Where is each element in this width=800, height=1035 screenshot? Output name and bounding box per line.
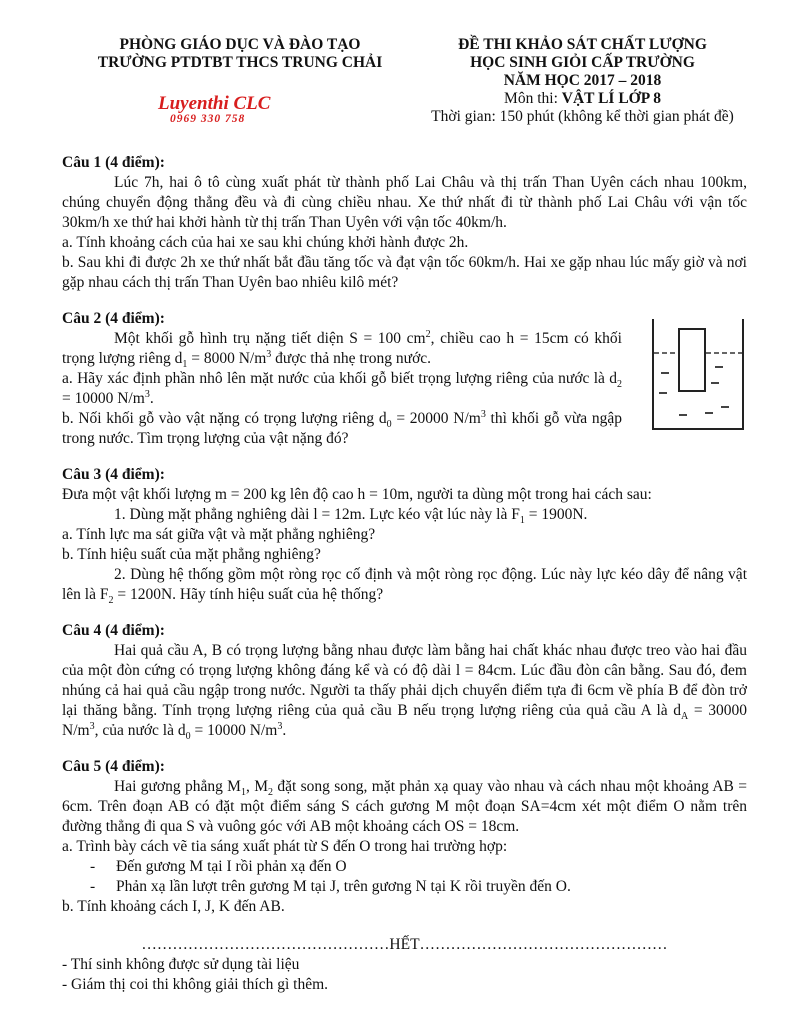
question-4	[62, 621, 747, 741]
brand-name: Luyenthi CLC	[158, 93, 271, 114]
school-header	[70, 36, 410, 72]
beaker-diagram	[649, 317, 749, 435]
question-title: Câu 2 (4 điểm):	[62, 310, 165, 327]
footer-note: - Giám thị coi thi không giải thích gì thêm.	[62, 976, 329, 993]
exam-content	[62, 153, 747, 995]
wooden-block	[679, 329, 705, 391]
school-name: TRƯỜNG PTDTBT THCS TRUNG CHẢI	[97, 54, 383, 71]
question-part-b: b. Sau khi đi được 2h xe thứ nhất bắt đầu tăng tốc và đạt vận tốc 60km/h. Hai xe gặp nhau lúc mấy giờ và nơi gặp nhau cách thị trấn Than Uyên bao nhiêu kilô mét?	[62, 254, 747, 291]
method-2: 2. Dùng hệ thống gồm một ròng rọc cố định và một ròng rọc động. Lúc này lực kéo dây để nâng vật lên là $F_2 = 1200N$. Hãy tính hiệu suất của hệ thống?	[62, 566, 747, 607]
department-name: PHÒNG GIÁO DỤC VÀ ĐÀO TẠO	[119, 36, 361, 53]
question-text: Một khối gỗ hình trụ nặng tiết diện S = 100 $cm^2$, chiều cao h = 15cm có khối trọng lượng riêng $d_1 = 8000$ $N/m^3$ được thả nhẹ trong nước.	[62, 328, 622, 371]
question-title: Câu 1 (4 điểm):	[62, 154, 165, 171]
question-part-a: a. Tính khoảng cách của hai xe sau khi chúng khởi hành được 2h.	[62, 234, 469, 251]
question-text: Lúc 7h, hai ô tô cùng xuất phát từ thành phố Lai Châu và thị trấn Than Uyên cách nhau 100km, chúng chuyển động thẳng đều và đi cùng chiều nhau. Xe thứ nhất đi từ thành phố Lai Châu với vận tốc 30km/h xe thứ hai khởi hành từ thị trấn Than Uyên với vận tốc 40km/h.	[62, 174, 747, 231]
question-part-a: a. Tính lực ma sát giữa vật và mặt phẳng nghiêng?	[62, 526, 376, 543]
brand-watermark	[158, 94, 270, 125]
question-part-a: a. Hãy xác định phần nhô lên mặt nước của khối gỗ biết trọng lượng riêng của nước là $d_2 = 10000$ $N/m^3$.	[62, 370, 622, 407]
end-marker: …………………………………………HẾT…………………………………………	[141, 936, 668, 953]
exam-time: Thời gian: 150 phút (không kể thời gian phát đề)	[431, 108, 734, 125]
question-title: Câu 3 (4 điểm):	[62, 466, 165, 483]
exam-title: ĐỀ THI KHẢO SÁT CHẤT LƯỢNG	[458, 36, 707, 53]
brand-phone: 0969 330 758	[170, 113, 246, 125]
question-text: Hai gương phẳng $M_1$, $M_2$ đặt song song, mặt phản xạ quay vào nhau và cách nhau một khoảng AB = 6cm. Trên đoạn AB có đặt một điểm sáng S cách gương M một đoạn SA=4cm xét một điểm O nằm trên đường thẳng đi qua S và vuông góc với AB một khoảng cách OS = 18cm.	[62, 778, 747, 835]
list-item: - Đến gương M tại I rồi phản xạ đến O	[90, 857, 747, 877]
question-part-b: b. Nối khối gỗ vào vật nặng có trọng lượng riêng $d_0 = 20000$ $N/m^3$ thì khối gỗ vừa ngập trong nước. Tìm trọng lượng của vật nặng đó?	[62, 408, 622, 447]
case-list	[62, 857, 747, 897]
list-item: - Phản xạ lần lượt trên gương M tại J, trên gương N tại K rồi truyền đến O.	[90, 877, 747, 897]
question-2	[62, 309, 747, 449]
question-part-a: a. Trình bày cách vẽ tia sáng xuất phát từ S đến O trong hai trường hợp:	[62, 838, 508, 855]
question-text: Hai quả cầu A, B có trọng lượng bằng nhau được làm bằng hai chất khác nhau được treo vào hai đầu của một đòn cứng có trọng lượng không đáng kể và có độ dài l = 84cm. Lúc đầu đòn cân bằng. Sau đó, đem nhúng cả hai quả cầu ngập trong nước. Người ta thấy phải dịch chuyển điểm tựa đi 6cm về phía B để đòn trở lại thăng bằng. Tính trọng lượng riêng của quả cầu B nếu trọng lượng riêng của quả cầu A là $d_A = 30000$ $N/m^3$, của nước là $d_0 = 10000$ $N/m^3$.	[62, 642, 747, 743]
exam-header	[415, 36, 750, 126]
question-3	[62, 465, 747, 605]
question-part-b: b. Tính hiệu suất của mặt phẳng nghiêng?	[62, 546, 321, 563]
subject-value: VẬT LÍ LỚP 8	[561, 90, 661, 107]
question-5	[62, 757, 747, 917]
question-1	[62, 153, 747, 293]
footer-note: - Thí sinh không được sử dụng tài liệu	[62, 956, 300, 973]
question-title: Câu 5 (4 điểm):	[62, 758, 165, 775]
question-title: Câu 4 (4 điểm):	[62, 622, 165, 639]
exam-subtitle: HỌC SINH GIỎI CẤP TRƯỜNG	[470, 54, 695, 71]
method-1: 1. Dùng mặt phẳng nghiêng dài l = 12m. Lực kéo vật lúc này là $F_1 = 1900N$.	[114, 506, 588, 527]
question-part-b: b. Tính khoảng cách I, J, K đến AB.	[62, 898, 285, 915]
school-year: NĂM HỌC 2017 – 2018	[503, 72, 662, 89]
subject-label: Môn thi:	[504, 90, 562, 107]
subject-line	[415, 90, 750, 108]
question-text: Đưa một vật khối lượng m = 200 kg lên độ cao h = 10m, người ta dùng một trong hai cách sau:	[62, 486, 652, 503]
